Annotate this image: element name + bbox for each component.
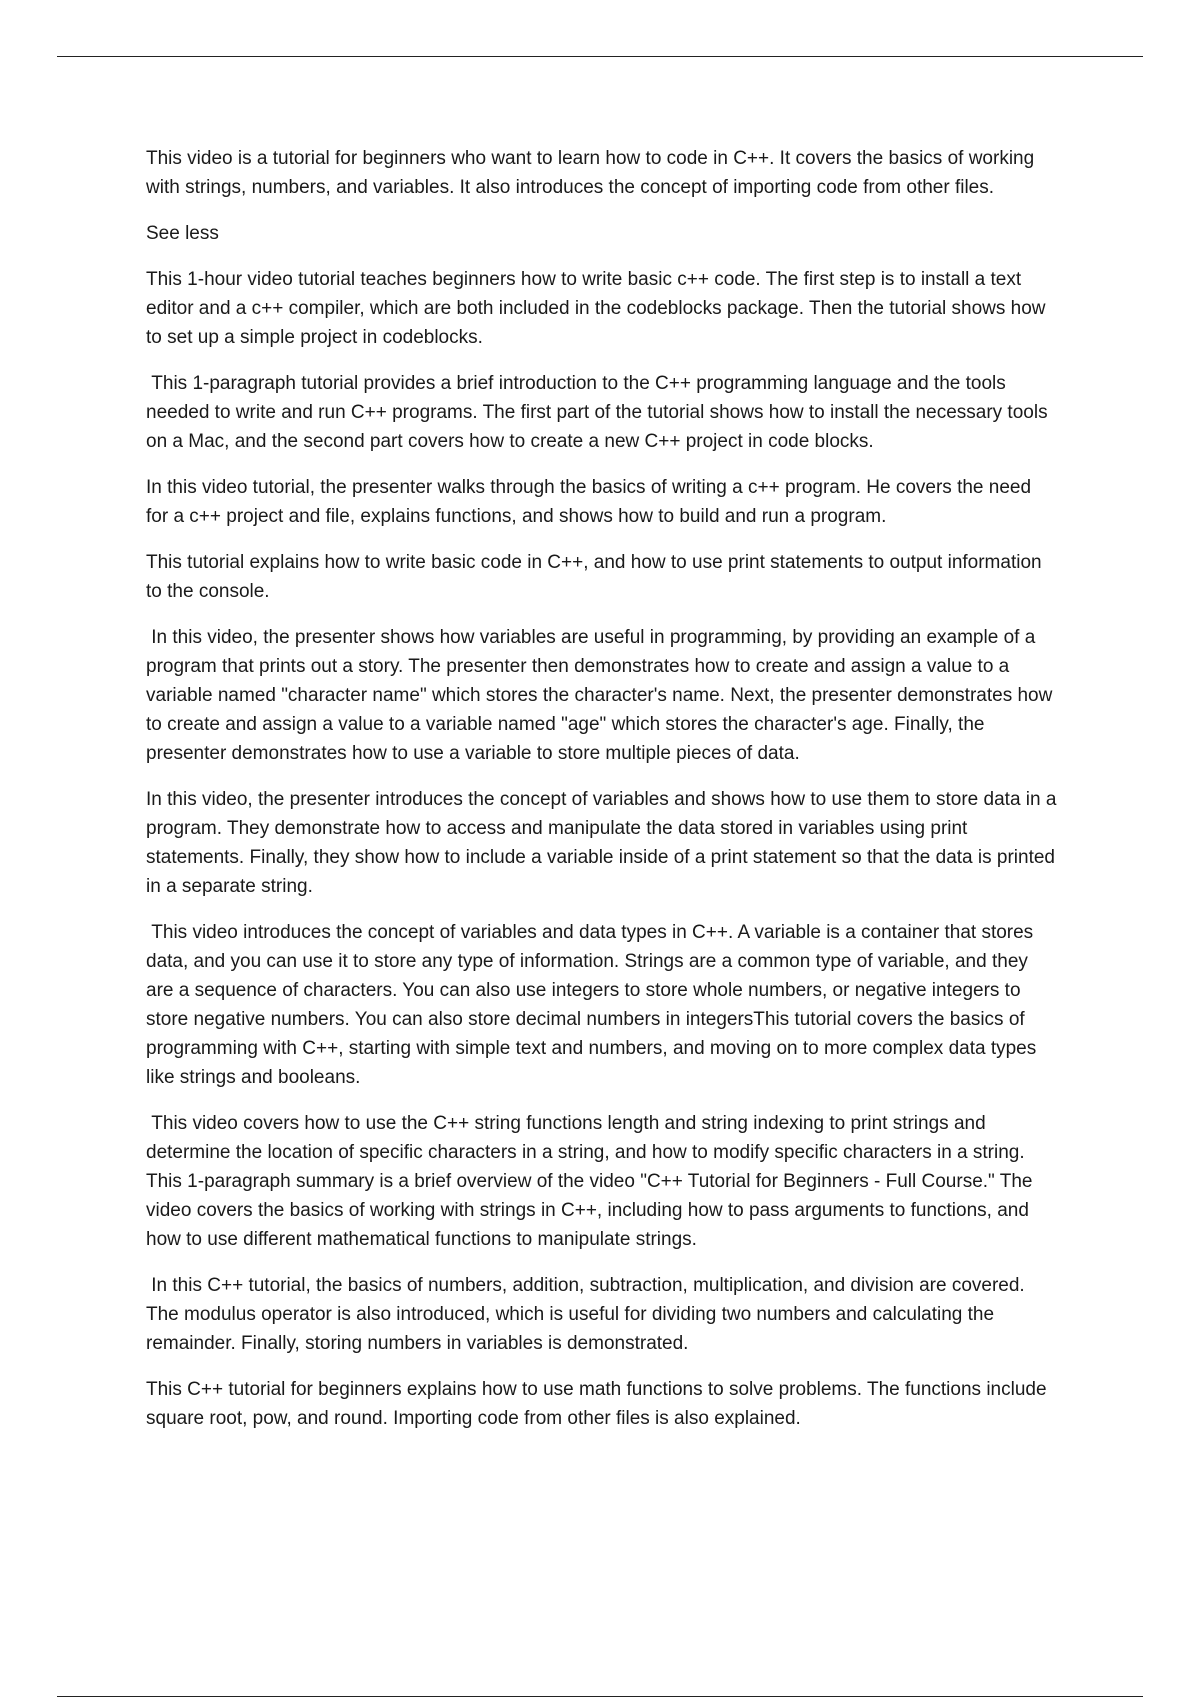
summary-paragraph-4: This tutorial explains how to write basic code in C++, and how to use print statements to output information to the console. bbox=[146, 552, 1047, 602]
bottom-divider bbox=[57, 1696, 1143, 1697]
summary-paragraph-1: This 1-hour video tutorial teaches beginners how to write basic c++ code. The first step is to install a text editor and a c++ compiler, which are both included in the codeblocks package. Then the tutorial shows how to set up a simple project in codeblocks. bbox=[146, 269, 1051, 348]
summary-paragraph-9: In this C++ tutorial, the basics of numbers, addition, subtraction, multiplication, and division are covered. The modulus operator is also introduced, which is useful for dividing two numbers and calculating the remainder. Finally, storing numbers in variables is demonstrated. bbox=[146, 1275, 1030, 1354]
summary-paragraph-2: This 1-paragraph tutorial provides a brief introduction to the C++ programming language and the tools needed to write and run C++ programs. The first part of the tutorial shows how to install the necessary tools on a Mac, and the second part covers how to create a new C++ project in code blocks. bbox=[146, 373, 1053, 452]
summary-paragraph-6: In this video, the presenter introduces the concept of variables and shows how to use them to store data in a program. They demonstrate how to access and manipulate the data stored in variables using print statements. Finally, they show how to include a variable inside of a print statement so that the data is printed in a separate string. bbox=[146, 789, 1062, 897]
summary-paragraph-5: In this video, the presenter shows how variables are useful in programming, by providing an example of a program that prints out a story. The presenter then demonstrates how to create and assign a value to a variable named "character name" which stores the character's name. Next, the presenter demonstrates how to create and assign a value to a variable named "age" which stores the character's age. Finally, the presenter demonstrates how to use a variable to store multiple pieces of data. bbox=[146, 627, 1058, 764]
document-body bbox=[146, 144, 1062, 1450]
summary-paragraph-8: This video covers how to use the C++ string functions length and string indexing to print strings and determine the location of specific characters in a string, and how to modify specific characters in a string. This 1-paragraph summary is a brief overview of the video "C++ Tutorial for Beginners - Full Course." The video covers the basics of working with strings in C++, including how to pass arguments to functions, and how to use different mathematical functions to manipulate strings. bbox=[146, 1113, 1038, 1250]
summary-paragraph-7: This video introduces the concept of variables and data types in C++. A variable is a container that stores data, and you can use it to store any type of information. Strings are a common type of variable, and they are a sequence of characters. You can also use integers to store whole numbers, or negative integers to store negative numbers. You can also store decimal numbers in integersThis tutorial covers the basics of programming with C++, starting with simple text and numbers, and moving on to more complex data types like strings and booleans. bbox=[146, 922, 1042, 1088]
intro-paragraph: This video is a tutorial for beginners who want to learn how to code in C++. It covers the basics of working with strings, numbers, and variables. It also introduces the concept of importing code from other files. bbox=[146, 148, 1040, 198]
summary-paragraph-3: In this video tutorial, the presenter walks through the basics of writing a c++ program. He covers the need for a c++ project and file, explains functions, and shows how to build and run a program. bbox=[146, 477, 1037, 527]
top-divider bbox=[57, 56, 1143, 57]
see-less-link[interactable]: See less bbox=[146, 223, 219, 244]
summary-paragraph-10: This C++ tutorial for beginners explains how to use math functions to solve problems. The functions include square root, pow, and round. Importing code from other files is also explained. bbox=[146, 1379, 1052, 1429]
